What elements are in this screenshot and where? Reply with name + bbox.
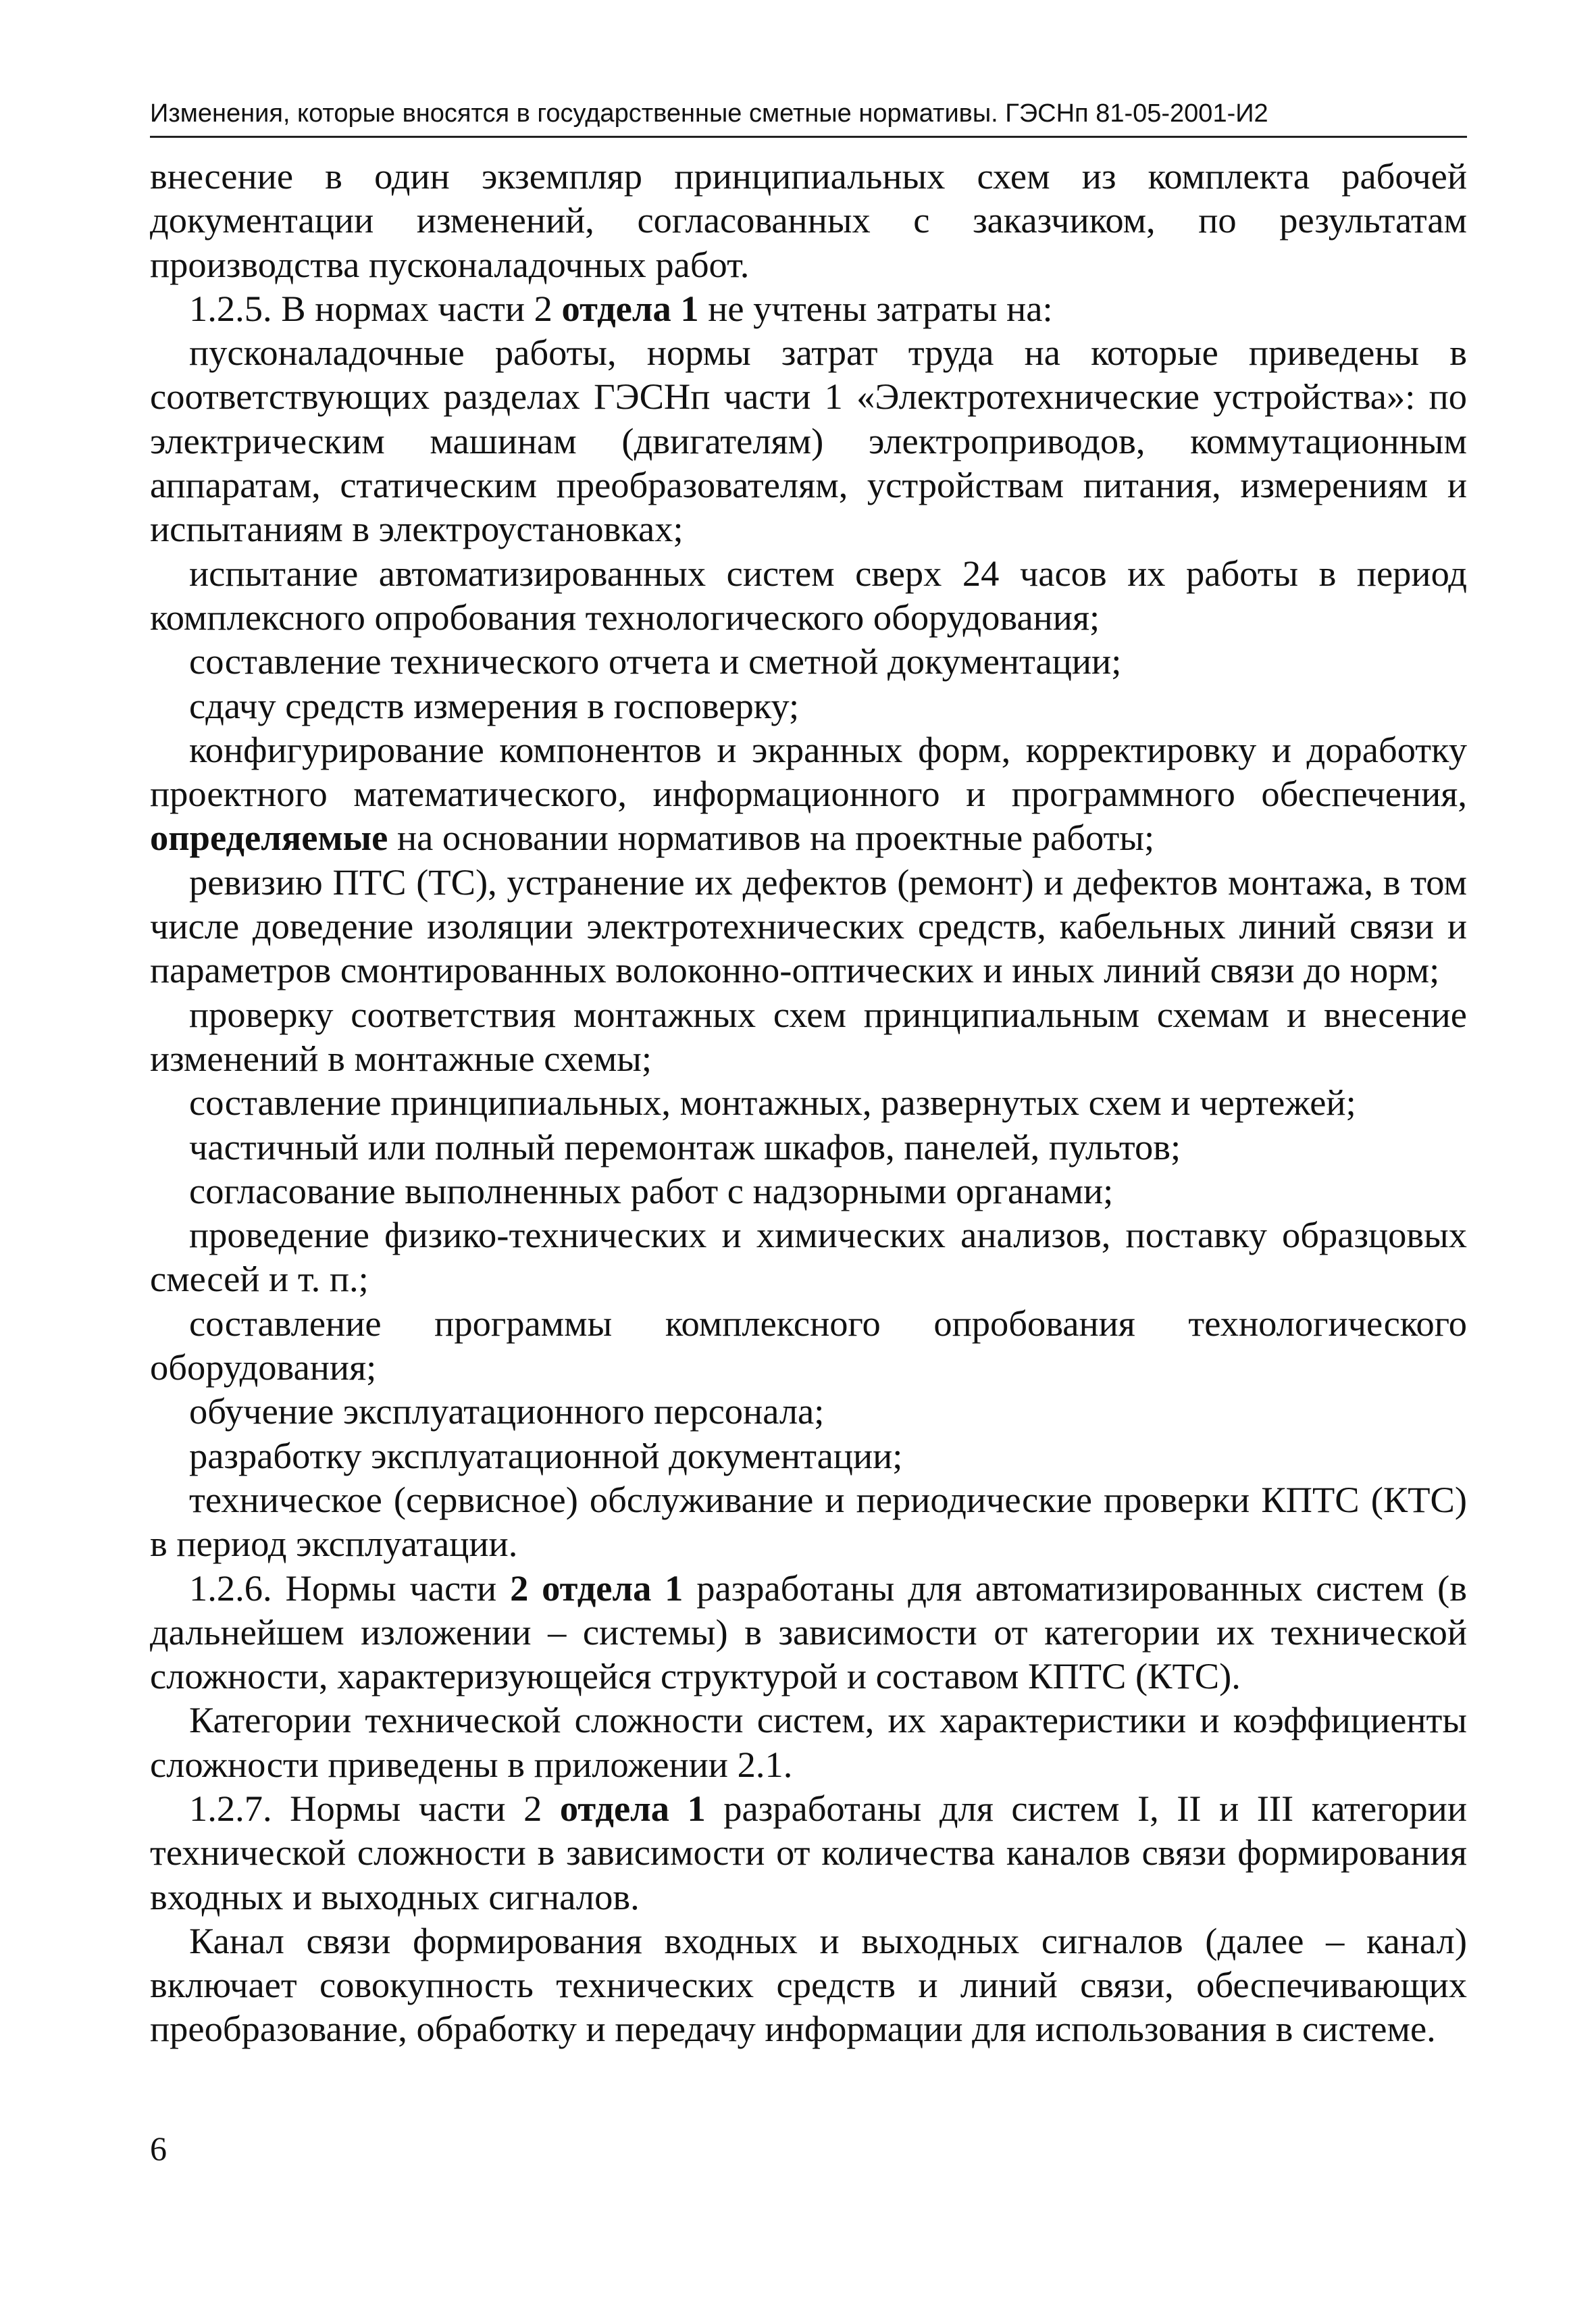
- text-run: Категории технической сложности систем, их характеристики и коэффициенты сложности приведены в приложении 2.1.: [150, 1699, 1467, 1785]
- text-run: разработку эксплуатационной документации;: [189, 1434, 903, 1476]
- text-run: частичный или полный перемонтаж шкафов, панелей, пультов;: [189, 1126, 1181, 1167]
- text-run: согласование выполненных работ с надзорными органами;: [189, 1169, 1114, 1211]
- paragraph: [150, 1389, 1467, 1433]
- text-run: на основании нормативов на проектные работы;: [388, 817, 1155, 859]
- paragraph: [150, 1434, 1467, 1478]
- paragraph: [150, 1786, 1467, 1919]
- text-run: не учтены затраты на:: [698, 287, 1053, 329]
- text-run: составление программы комплексного опробования технологического оборудования;: [150, 1302, 1467, 1388]
- text-run: техническое (сервисное) обслуживание и периодические проверки КПТС (КТС) в период эксплуатации.: [150, 1478, 1467, 1565]
- paragraph: [150, 1213, 1467, 1301]
- paragraph: [150, 330, 1467, 551]
- paragraph: [150, 1301, 1467, 1390]
- text-run: испытание автоматизированных систем сверх 24 часов их работы в период комплексного опробования технологического оборудования;: [150, 552, 1467, 638]
- text-run: разработаны для систем I, II и III категории технической сложности в зависимости от количества каналов связи формирования входных и выходных сигналов.: [150, 1787, 1467, 1917]
- bold-text-run: отдела 1: [559, 1787, 706, 1829]
- paragraph: [150, 1919, 1467, 2051]
- paragraph: [150, 684, 1467, 728]
- bold-text-run: отдела 1: [561, 287, 699, 329]
- running-header: Изменения, которые вносятся в государственные сметные нормативы. ГЭСНп 81-05-2001-И2: [150, 98, 1467, 138]
- paragraph: [150, 1478, 1467, 1566]
- bold-text-run: 2 отдела 1: [510, 1567, 684, 1609]
- text-run: ревизию ПТС (ТС), устранение их дефектов (ремонт) и дефектов монтажа, в том числе доведение изоляции электротехнических средств, кабельных линий связи и параметров смонтированных волоконно-оптических и иных линий связи до норм;: [150, 861, 1467, 991]
- text-run: конфигурирование компонентов и экранных форм, корректировку и доработку проектного математического, информационного и программного обеспечения,: [150, 728, 1467, 815]
- paragraph: [150, 154, 1467, 286]
- text-run: разработаны для автоматизированных систем (в дальнейшем изложении – системы) в зависимости от категории их технической сложности, характеризующейся структурой и составом КПТС (КТС).: [150, 1567, 1468, 1697]
- paragraph: [150, 1125, 1467, 1169]
- text-run: Канал связи формирования входных и выходных сигналов (далее – канал) включает совокупность технических средств и линий связи, обеспечивающих преобразование, обработку и передачу информации для использования в системе.: [150, 1919, 1467, 2050]
- text-run: 1.2.7. Нормы части 2: [189, 1787, 560, 1829]
- bold-text-run: определяемые: [150, 817, 388, 859]
- paragraph: [150, 551, 1467, 640]
- document-body: [150, 154, 1467, 2051]
- text-run: обучение эксплуатационного персонала;: [189, 1390, 825, 1432]
- paragraph: [150, 1169, 1467, 1213]
- text-run: проверку соответствия монтажных схем принципиальным схемам и внесение изменений в монтажные схемы;: [150, 993, 1467, 1079]
- text-run: пусконаладочные работы, нормы затрат труда на которые приведены в соответствующих разделах ГЭСНп части 1 «Электротехнические устройства»: по электрическим машинам (двигателям) электроприводов, коммутационным аппаратам, статическим преобразователям, устройствам питания, измерениям и испытаниям в электроустановках;: [150, 332, 1467, 550]
- text-run: 1.2.5. В нормах части 2: [189, 287, 562, 329]
- paragraph: [150, 1566, 1467, 1699]
- paragraph: [150, 1080, 1467, 1124]
- paragraph: [150, 1698, 1467, 1786]
- paragraph: [150, 860, 1467, 992]
- paragraph: [150, 286, 1467, 330]
- text-run: составление принципиальных, монтажных, развернутых схем и чертежей;: [189, 1082, 1356, 1124]
- paragraph: [150, 728, 1467, 860]
- text-run: проведение физико-технических и химических анализов, поставку образцовых смесей и т. п.;: [150, 1214, 1467, 1300]
- paragraph: [150, 992, 1467, 1081]
- paragraph: [150, 639, 1467, 683]
- page-number: 6: [150, 2130, 167, 2167]
- text-run: 1.2.6. Нормы части: [189, 1567, 511, 1609]
- text-run: внесение в один экземпляр принципиальных схем из комплекта рабочей документации изменений, согласованных с заказчиком, по результатам производства пусконаладочных работ.: [150, 155, 1467, 285]
- text-run: сдачу средств измерения в госповерку;: [189, 684, 800, 726]
- text-run: составление технического отчета и сметной документации;: [189, 640, 1122, 682]
